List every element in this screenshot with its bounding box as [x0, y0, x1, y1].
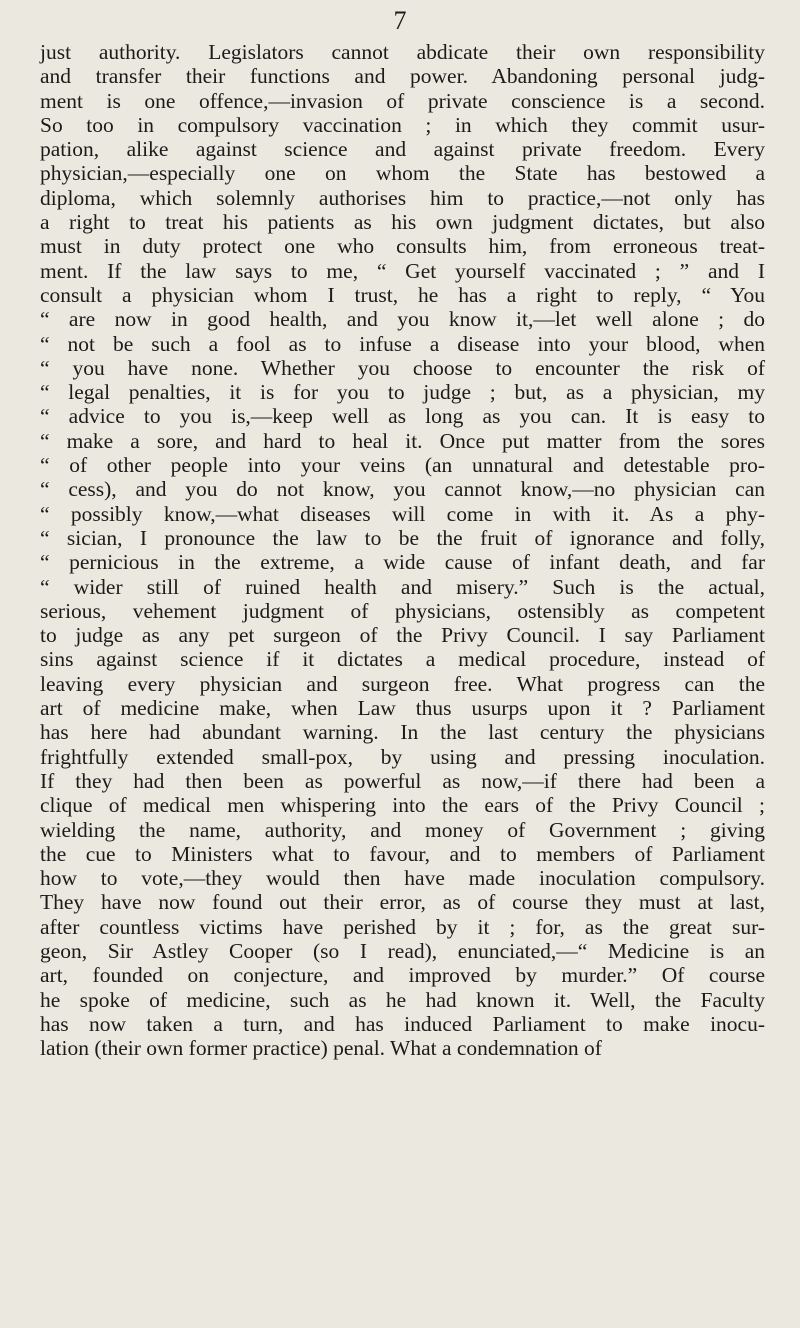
text-line: “ you have none. Whether you choose to encounter the risk of: [40, 355, 765, 380]
text-line: So too in compulsory vaccination ; in which they commit usur-: [40, 112, 765, 137]
text-line: sins against science if it dictates a medical procedure, instead of: [40, 647, 765, 672]
text-line: “ possibly know,—what diseases will come in with it. As a phy-: [40, 501, 765, 526]
text-line: serious, vehement judgment of physicians, ostensibly as competent: [40, 598, 765, 623]
text-line: They have now found out their error, as of course they must at last,: [40, 890, 765, 915]
text-line: “ cess), and you do not know, you cannot know,—no physician can: [40, 477, 765, 502]
text-line: geon, Sir Astley Cooper (so I read), enunciated,—“ Medicine is an: [40, 938, 765, 963]
text-line: art of medicine make, when Law thus usurps upon it ? Parliament: [40, 696, 765, 721]
text-line: has now taken a turn, and has induced Parliament to make inocu-: [40, 1011, 765, 1036]
text-line: physician,—especially one on whom the State has bestowed a: [40, 161, 765, 186]
text-line: ment. If the law says to me, “ Get yourself vaccinated ; ” and I: [40, 258, 765, 283]
text-line: a right to treat his patients as his own judgment dictates, but also: [40, 210, 765, 235]
text-line: ment is one offence,—invasion of private conscience is a second.: [40, 88, 765, 113]
text-line: after countless victims have perished by it ; for, as the great sur-: [40, 914, 765, 939]
text-line: leaving every physician and surgeon free. What progress can the: [40, 671, 765, 696]
text-line: lation (their own former practice) penal. What a condemnation of: [40, 1036, 602, 1061]
body-text: [40, 40, 765, 1060]
text-line: “ sician, I pronounce the law to be the fruit of ignorance and folly,: [40, 525, 765, 550]
text-line: “ legal penalties, it is for you to judge ; but, as a physician, my: [40, 380, 765, 405]
text-line: how to vote,—they would then have made inoculation compulsory.: [40, 866, 765, 891]
text-line: art, founded on conjecture, and improved by murder.” Of course: [40, 963, 765, 988]
page-number: 7: [393, 6, 407, 35]
text-line: “ are now in good health, and you know it,—let well alone ; do: [40, 307, 765, 332]
text-line: and transfer their functions and power. Abandoning personal judg-: [40, 64, 765, 89]
text-line: the cue to Ministers what to favour, and to members of Parliament: [40, 841, 765, 866]
text-line: wielding the name, authority, and money of Government ; giving: [40, 817, 765, 842]
text-line: pation, alike against science and against private freedom. Every: [40, 137, 765, 162]
text-line: “ not be such a fool as to infuse a disease into your blood, when: [40, 331, 765, 356]
text-line: just authority. Legislators cannot abdicate their own responsibility: [40, 40, 765, 64]
text-line: “ wider still of ruined health and misery.” Such is the actual,: [40, 574, 765, 599]
text-line: “ advice to you is,—keep well as long as you can. It is easy to: [40, 404, 765, 429]
text-line: consult a physician whom I trust, he has a right to reply, “ You: [40, 282, 765, 307]
text-line: “ of other people into your veins (an unnatural and detestable pro-: [40, 453, 765, 478]
text-line: If they had then been as powerful as now,—if there had been a: [40, 768, 765, 793]
text-line: frightfully extended small-pox, by using and pressing inoculation.: [40, 744, 765, 769]
text-line: must in duty protect one who consults him, from erroneous treat-: [40, 234, 765, 259]
text-line: he spoke of medicine, such as he had known it. Well, the Faculty: [40, 987, 765, 1012]
text-line: “ make a sore, and hard to heal it. Once put matter from the sores: [40, 428, 765, 453]
text-line: to judge as any pet surgeon of the Privy Council. I say Parliament: [40, 623, 765, 648]
text-line: clique of medical men whispering into the ears of the Privy Council ;: [40, 793, 765, 818]
text-line: has here had abundant warning. In the last century the physicians: [40, 720, 765, 745]
text-line: “ pernicious in the extreme, a wide cause of infant death, and far: [40, 550, 765, 575]
text-line: diploma, which solemnly authorises him to practice,—not only has: [40, 185, 765, 210]
